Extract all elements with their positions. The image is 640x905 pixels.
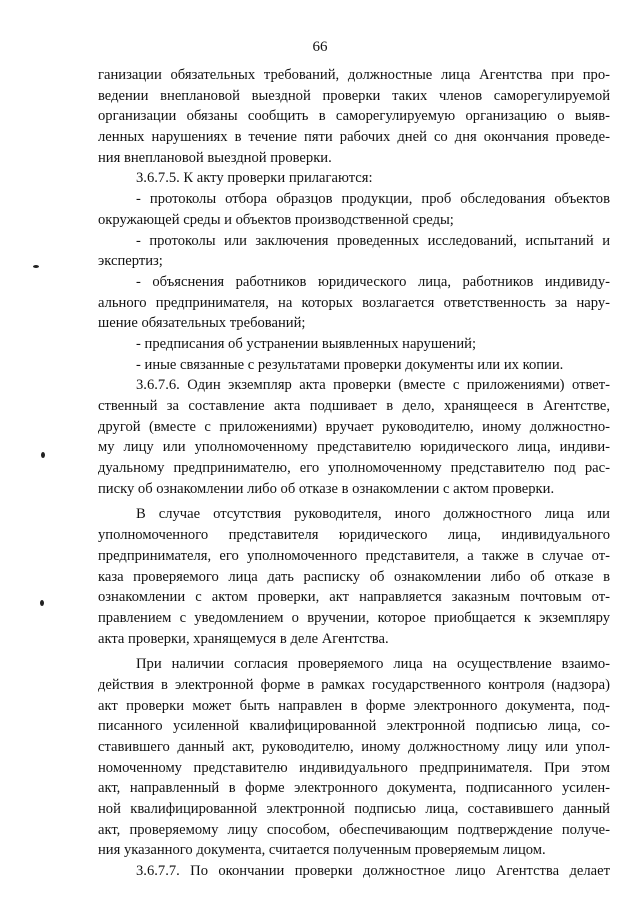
paragraph-start: При наличии согласия проверяемого лица на осуществление взаимо- [136, 656, 610, 673]
scan-speck [41, 452, 45, 458]
list-item: - предписания об устранении выявленных нарушений; [136, 335, 477, 352]
scan-speck [40, 600, 44, 606]
text-line: действия в электронной форме в рамках государственного контроля (надзора) [98, 676, 610, 693]
text-line: правлением с уведомлением о вручении, которое приобщается к экземпляру [98, 609, 610, 626]
text-line: ального предпринимателя, на которых возлагается ответственность за нару- [98, 294, 610, 311]
section-heading-3-6-7-6: 3.6.7.6. Один экземпляр акта проверки (вместе с приложениями) ответ- [136, 377, 610, 394]
text-line: ганизации обязательных требований, должностные лица Агентства при про- [98, 67, 610, 83]
text-line: дуальному предпринимателю, его уполномоченному представителю под рас- [98, 460, 610, 477]
list-item: - иные связанные с результатами проверки документы или их копии. [136, 356, 564, 373]
list-item: - объяснения работников юридического лица, работников индивиду- [136, 273, 610, 290]
text-line: организации обязаны сообщить в саморегулируемую организацию о выяв- [98, 108, 610, 125]
text-line: ной квалифицированной электронной подписью лица, составившего данный [98, 801, 610, 818]
section-heading-3-6-7-7: 3.6.7.7. По окончании проверки должностное лицо Агентства делает [136, 863, 610, 880]
text-line: ленных нарушениях в течение пяти рабочих дней со дня окончания проведе- [98, 129, 610, 146]
text-line: акт, направленный в форме электронного документа, подписанного усилен- [98, 780, 610, 797]
text-line: писанного усиленной квалифицированной электронной подписью лица, со- [98, 718, 610, 735]
text-line: другой (вместе с приложениями) вручает руководителю, иному должностно- [98, 418, 610, 435]
text-line: ведении внеплановой выездной проверки таких членов саморегулируемой [98, 87, 610, 104]
text-line: номоченному представителю индивидуального предпринимателя. При этом [98, 759, 610, 776]
paragraph-start: В случае отсутствия руководителя, иного должностного лица или [136, 506, 610, 523]
list-item: - протоколы отбора образцов продукции, проб обследования объектов [136, 191, 610, 208]
page-number: 66 [312, 39, 328, 55]
text-line: ознакомлении с актом проверки, акт направляется заказным почтовым от- [98, 589, 610, 606]
text-line: акта проверки, хранящемуся в деле Агентства. [98, 630, 389, 647]
text-line: акт проверки может быть направлен в форме электронного документа, под- [98, 697, 610, 714]
list-item: - протоколы или заключения проведенных исследований, испытаний и [136, 232, 610, 249]
text-line: ния внеплановой выездной проверки. [98, 149, 332, 166]
text-line: экспертиз; [98, 253, 163, 270]
scan-speck [33, 265, 39, 268]
text-line: уполномоченного представителя юридического лица, индивидуального [98, 527, 610, 544]
text-line: му лицу или уполномоченному представителю юридического лица, индиви- [98, 439, 610, 456]
text-line: ния указанного документа, считается полученным проверяемым лицом. [98, 842, 546, 859]
text-line: шение обязательных требований; [98, 315, 306, 332]
text-line: писку об ознакомлении либо об отказе в ознакомлении с актом проверки. [98, 480, 555, 497]
text-line: окружающей среды и объектов производственной среды; [98, 211, 454, 228]
text-line: ставившего данный акт, руководителю, иному должностному лицу или упол- [98, 739, 610, 755]
section-heading-3-6-7-5: 3.6.7.5. К акту проверки прилагаются: [136, 170, 373, 187]
document-body [98, 65, 610, 882]
text-line: каза проверяемого лица дать расписку об ознакомлении либо об отказе в [98, 568, 610, 585]
text-line: ственный за составление акта подшивает в дело, хранящееся в Агентстве, [98, 398, 610, 414]
text-line: акт, проверяемому лицу способом, обеспечивающим подтверждение получе- [98, 821, 610, 838]
text-line: предпринимателя, его уполномоченного представителя, а также в случае от- [98, 547, 610, 564]
